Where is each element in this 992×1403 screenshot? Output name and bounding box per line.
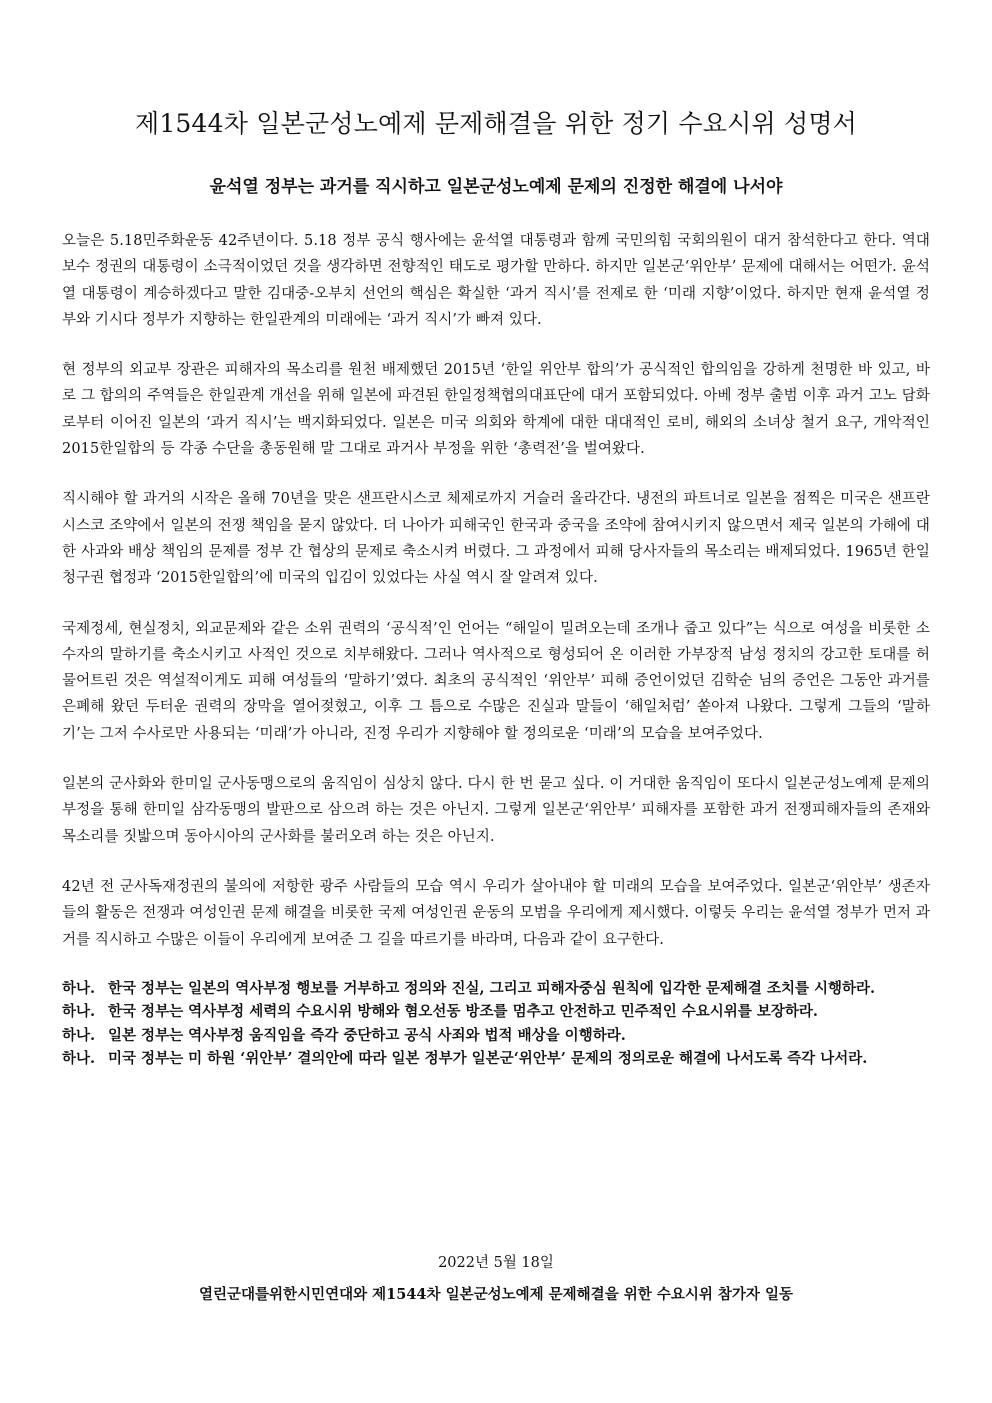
demand-item [62, 1047, 930, 1071]
demand-text: 미국 정부는 미 하원 ‘위안부’ 결의안에 따라 일본 정부가 일본군‘위안부’ 문제의 정의로운 해결에 나서도록 즉각 나서라. [108, 1050, 868, 1068]
statement-body [62, 228, 930, 1071]
paragraph-1: 오늘은 5.18민주화운동 42주년이다. 5.18 정부 공식 행사에는 윤석열 대통령과 함께 국민의힘 국회의원이 대거 참석한다고 한다. 역대 보수 정권의 대통령이 소극적이었던 것을 생각하면 전향적인 태도로 평가할 만하다. 하지만 일본군‘위안부’ 문제에 대해서는 어떤가. 윤석열 대통령이 계승하겠다고 말한 김대중-오부치 선언의 핵심은 확실한 ‘과거 직시’를 전제로 한 ‘미래 지향’이었다. 하지만 현재 윤석열 정부와 기시다 정부가 지향하는 한일관계의 미래에는 ‘과거 직시’가 빠져 있다. [62, 233, 930, 328]
paragraph-6: 42년 전 군사독재정권의 불의에 저항한 광주 사람들의 모습 역시 우리가 살아내야 할 미래의 모습을 보여주었다. 일본군‘위안부’ 생존자들의 활동은 전쟁과 여성인권 문제 해결을 비롯한 국제 여성인권 운동의 모범을 우리에게 제시했다. 이렇듯 우리는 윤석열 정부가 먼저 과거를 직시하고 수많은 이들이 우리에게 보여준 그 길을 따르기를 바라며, 다음과 같이 요구한다. [62, 878, 930, 948]
demand-prefix: 하나. [62, 1003, 96, 1021]
demand-item [62, 1000, 930, 1024]
demand-item [62, 1024, 930, 1048]
demand-prefix: 하나. [62, 979, 96, 997]
demand-text: 일본 정부는 역사부정 움직임을 즉각 중단하고 공식 사죄와 법적 배상을 이행하라. [108, 1026, 626, 1044]
demand-text: 한국 정부는 역사부정 세력의 수요시위 방해와 혐오선동 방조를 멈추고 안전하고 민주적인 수요시위를 보장하라. [108, 1003, 818, 1021]
statement-date: 2022년 5월 18일 [438, 1255, 554, 1271]
document-title: 제1544차 일본군성노예제 문제해결을 위한 정기 수요시위 성명서 [134, 109, 858, 138]
demands-list [62, 977, 930, 1071]
paragraph-2: 현 정부의 외교부 장관은 피해자의 목소리를 원천 배제했던 2015년 ‘한일 위안부 합의’가 공식적인 합의임을 강하게 천명한 바 있고, 바로 그 합의의 주역들은 한일관계 개선을 위해 일본에 파견된 한일정책협의대표단에 대거 포함되었다. 아베 정부 출범 이후 과거 고노 담화로부터 이어진 일본의 ‘과거 직시’는 백지화되었다. 일본은 미국 의회와 학계에 대한 대대적인 로비, 해외의 소녀상 철거 요구, 개악적인 2015한일합의 등 각종 수단을 총동원해 말 그대로 과거사 부정을 위한 ‘총력전’을 벌여왔다. [62, 362, 930, 458]
statement-signers: 열린군대를위한시민연대와 제1544차 일본군성노예제 문제해결을 위한 수요시위 참가자 일동 [199, 1286, 793, 1303]
paragraph-3: 직시해야 할 과거의 시작은 올해 70년을 맞은 샌프란시스코 체제로까지 거슬러 올라간다. 냉전의 파트너로 일본을 점찍은 미국은 샌프란시스코 조약에서 일본의 전쟁 책임을 묻지 않았다. 더 나아가 피해국인 한국과 중국을 조약에 참여시키지 않으면서 제국 일본의 가해에 대한 사과와 배상 책임의 문제를 정부 간 협상의 문제로 축소시켜 버렸다. 그 과정에서 피해 당사자들의 목소리는 배제되었다. 1965년 한일 청구권 협정과 ‘2015한일합의’에 미국의 입김이 있었다는 사실 역시 잘 알려져 있다. [62, 491, 930, 587]
paragraph-5: 일본의 군사화와 한미일 군사동맹으로의 움직임이 심상치 않다. 다시 한 번 묻고 싶다. 이 거대한 움직임이 또다시 일본군성노예제 문제의 부정을 통해 한미일 삼각동맹의 발판으로 삼으려 하는 것은 아닌지. 그렇게 일본군‘위안부’ 피해자를 포함한 과거 전쟁피해자들의 존재와 목소리를 짓밟으며 동아시아의 군사화를 불러오려 하는 것은 아닌지. [62, 776, 930, 845]
statement-footer [60, 1252, 932, 1306]
demand-item [62, 977, 930, 1001]
demand-prefix: 하나. [62, 1026, 96, 1044]
demand-text: 한국 정부는 일본의 역사부정 행보를 거부하고 정의와 진실, 그리고 피해자중심 원칙에 입각한 문제해결 조치를 시행하라. [108, 979, 876, 997]
paragraph-4: 국제정세, 현실정치, 외교문제와 같은 소위 권력의 ‘공식적’인 언어는 “해일이 밀려오는데 조개나 줍고 있다”는 식으로 여성을 비롯한 소수자의 말하기를 축소시키고 사적인 것으로 치부해왔다. 그러나 역사적으로 형성되어 온 이러한 가부장적 남성 정치의 강고한 토대를 허물어트린 것은 역설적이게도 피해 여성들의 ‘말하기’였다. 최초의 공식적인 ‘위안부’ 피해 증언이었던 김학순 님의 증언은 그동안 과거를 은폐해 왔던 두터운 권력의 장막을 열어젖혔고, 이후 그 틈으로 수많은 진실과 말들이 ‘해일처럼’ 쏟아져 나왔다. 그렇게 그들의 ‘말하기’는 그저 수사로만 사용되는 ‘미래’가 아니라, 진정 우리가 지향해야 할 정의로운 ‘미래’의 모습을 보여주었다. [62, 620, 930, 742]
demand-prefix: 하나. [62, 1050, 96, 1068]
document-subtitle: 윤석열 정부는 과거를 직시하고 일본군성노예제 문제의 진정한 해결에 나서야 [209, 177, 783, 197]
